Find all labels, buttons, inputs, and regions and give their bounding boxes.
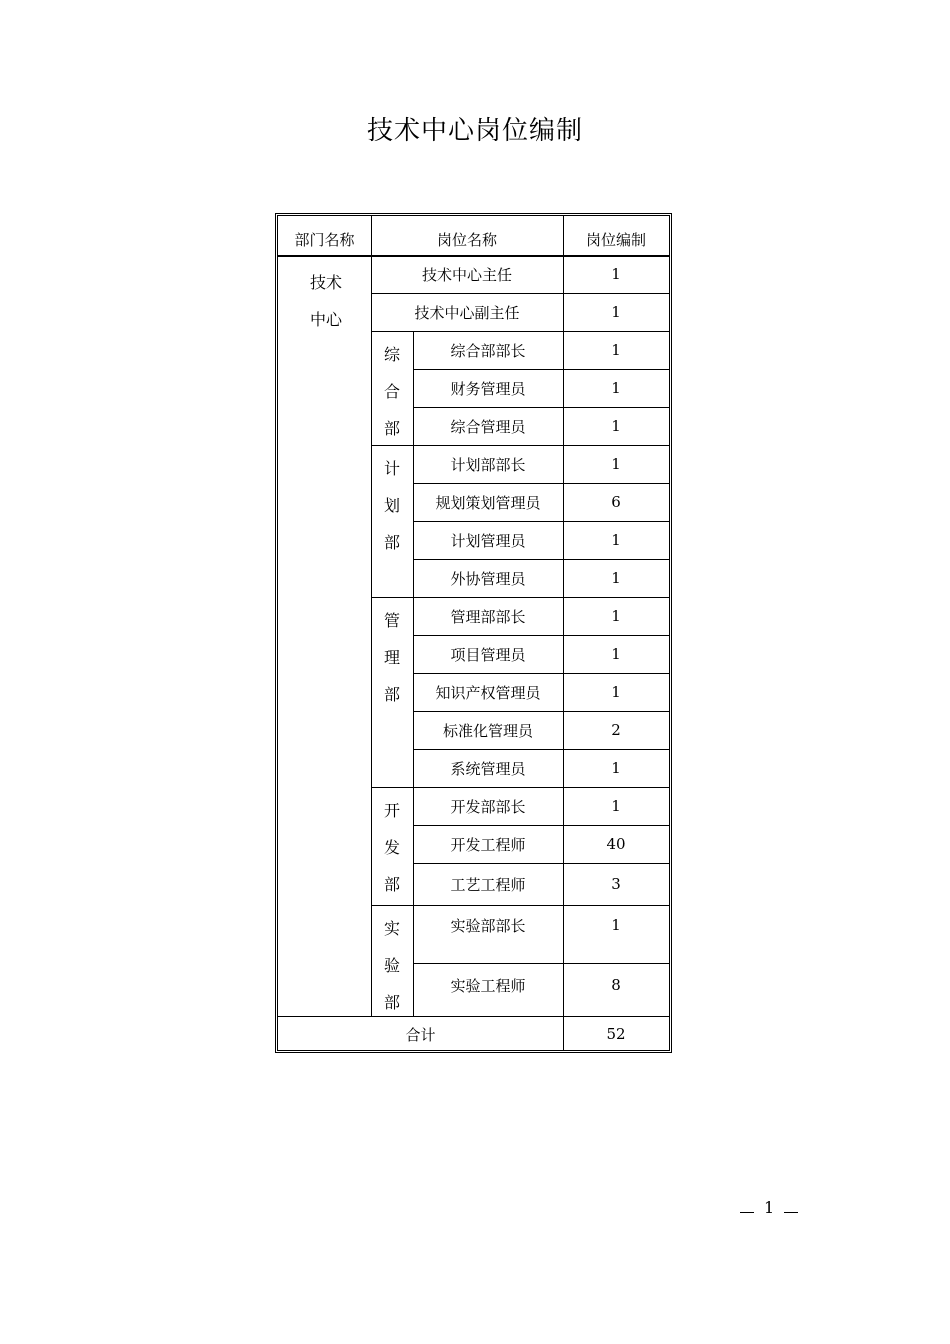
document-title: 技术中心岗位编制 xyxy=(366,116,583,146)
count-cell: 1 xyxy=(611,417,621,435)
post-cell: 规划策划管理员 xyxy=(435,493,541,512)
post-cell: 开发工程师 xyxy=(450,835,526,854)
count-cell: 1 xyxy=(611,303,621,321)
count-cell: 1 xyxy=(611,379,621,397)
count-cell: 1 xyxy=(611,797,621,815)
group-label-char: 验 xyxy=(383,956,400,975)
post-cell: 工艺工程师 xyxy=(450,875,526,894)
group-label-char: 合 xyxy=(383,382,400,401)
header-dept: 部门名称 xyxy=(294,231,355,249)
count-cell: 2 xyxy=(611,721,621,739)
count-cell: 1 xyxy=(611,607,621,625)
header-count: 岗位编制 xyxy=(585,231,646,249)
group-label-char: 部 xyxy=(383,993,400,1012)
post-cell: 计划部部长 xyxy=(450,455,526,474)
post-cell: 实验工程师 xyxy=(450,976,526,995)
group-label-char: 实 xyxy=(383,919,400,938)
count-cell: 1 xyxy=(611,265,621,283)
post-cell: 综合管理员 xyxy=(450,417,526,436)
post-cell: 标准化管理员 xyxy=(442,721,533,740)
page-footer xyxy=(740,1198,798,1217)
group-label-char: 管 xyxy=(383,611,400,630)
count-cell: 40 xyxy=(606,835,626,853)
group-label-char: 部 xyxy=(383,419,400,438)
group-label-char: 理 xyxy=(383,648,400,667)
count-cell: 1 xyxy=(611,531,621,549)
count-cell: 1 xyxy=(611,341,621,359)
group-label-char: 开 xyxy=(383,801,400,820)
page-dash-right xyxy=(784,1212,798,1213)
count-cell: 6 xyxy=(611,493,621,511)
post-cell: 综合部部长 xyxy=(450,341,526,360)
dept-center-line2: 中心 xyxy=(309,310,342,329)
count-cell: 1 xyxy=(611,645,621,663)
count-cell: 1 xyxy=(611,569,621,587)
page-number: 1 xyxy=(764,1198,775,1217)
post-cell: 技术中心副主任 xyxy=(414,303,520,322)
post-cell: 知识产权管理员 xyxy=(435,683,541,702)
post-cell: 系统管理员 xyxy=(450,759,526,778)
count-cell: 1 xyxy=(611,683,621,701)
dept-center-line1: 技术 xyxy=(309,273,342,292)
post-cell: 财务管理员 xyxy=(450,379,526,398)
group-label-char: 部 xyxy=(383,875,400,894)
count-cell: 1 xyxy=(611,455,621,473)
staffing-table xyxy=(275,213,672,1053)
post-cell: 项目管理员 xyxy=(450,645,526,664)
count-cell: 1 xyxy=(611,916,621,934)
group-label-char: 发 xyxy=(383,838,400,857)
header-post: 岗位名称 xyxy=(436,231,497,249)
group-label-char: 部 xyxy=(383,533,400,552)
count-cell: 3 xyxy=(611,875,621,893)
post-cell: 计划管理员 xyxy=(450,531,526,550)
count-cell: 8 xyxy=(611,976,621,994)
post-cell: 技术中心主任 xyxy=(421,265,512,284)
group-label-char: 计 xyxy=(383,459,400,478)
count-cell: 1 xyxy=(611,759,621,777)
post-cell: 开发部部长 xyxy=(450,797,526,816)
post-cell: 管理部部长 xyxy=(450,607,526,626)
post-cell: 外协管理员 xyxy=(450,569,526,588)
total-count: 52 xyxy=(606,1025,626,1043)
page-dash-left xyxy=(740,1212,754,1213)
group-label-char: 部 xyxy=(383,685,400,704)
post-cell: 实验部部长 xyxy=(450,916,526,935)
total-label: 合计 xyxy=(405,1025,436,1044)
group-label-char: 综 xyxy=(383,345,400,364)
group-label-char: 划 xyxy=(383,496,400,515)
